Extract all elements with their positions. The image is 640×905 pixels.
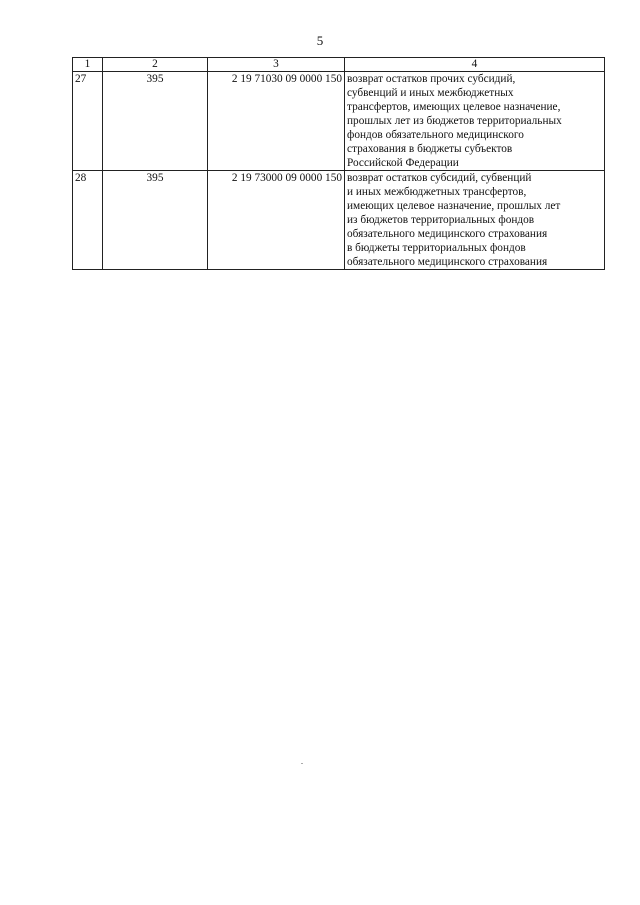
page-number: 5: [316, 33, 324, 48]
description-line: фондов обязательного медицинского: [347, 129, 524, 141]
budget-codes-table: [72, 57, 605, 270]
description-line: прошлых лет из бюджетов территориальных: [347, 115, 562, 127]
row-number: 27: [73, 72, 103, 171]
column-header-3: 3: [208, 58, 345, 72]
admin-code-cell: 395: [103, 171, 208, 270]
row-number: 28: [73, 171, 103, 270]
column-header-1: 1: [73, 58, 103, 72]
description-cell: [345, 72, 605, 171]
table-header-row: [73, 58, 605, 72]
table-row: [73, 72, 605, 171]
description-line: имеющих целевое назначение, прошлых лет: [347, 200, 561, 212]
description-cell: [345, 171, 605, 270]
description-line: в бюджеты территориальных фондов: [347, 242, 526, 254]
description-line: Российской Федерации: [347, 157, 459, 169]
description-line: субвенций и иных межбюджетных: [347, 87, 514, 99]
kbk-code-cell: 2 19 71030 09 0000 150: [208, 72, 345, 171]
description-line: и иных межбюджетных трансфертов,: [347, 186, 527, 198]
description-line: возврат остатков субсидий, субвенций: [347, 172, 532, 184]
scan-speck: [301, 763, 303, 764]
description-line: возврат остатков прочих субсидий,: [347, 73, 516, 85]
description-line: из бюджетов территориальных фондов: [347, 214, 535, 226]
column-header-2: 2: [103, 58, 208, 72]
kbk-code-cell: 2 19 73000 09 0000 150: [208, 171, 345, 270]
table-row: [73, 171, 605, 270]
column-header-4: 4: [345, 58, 605, 72]
description-line: трансфертов, имеющих целевое назначение,: [347, 101, 561, 113]
description-line: обязательного медицинского страхования: [347, 256, 548, 268]
description-line: обязательного медицинского страхования: [347, 228, 548, 240]
admin-code-cell: 395: [103, 72, 208, 171]
description-line: страхования в бюджеты субъектов: [347, 143, 513, 155]
